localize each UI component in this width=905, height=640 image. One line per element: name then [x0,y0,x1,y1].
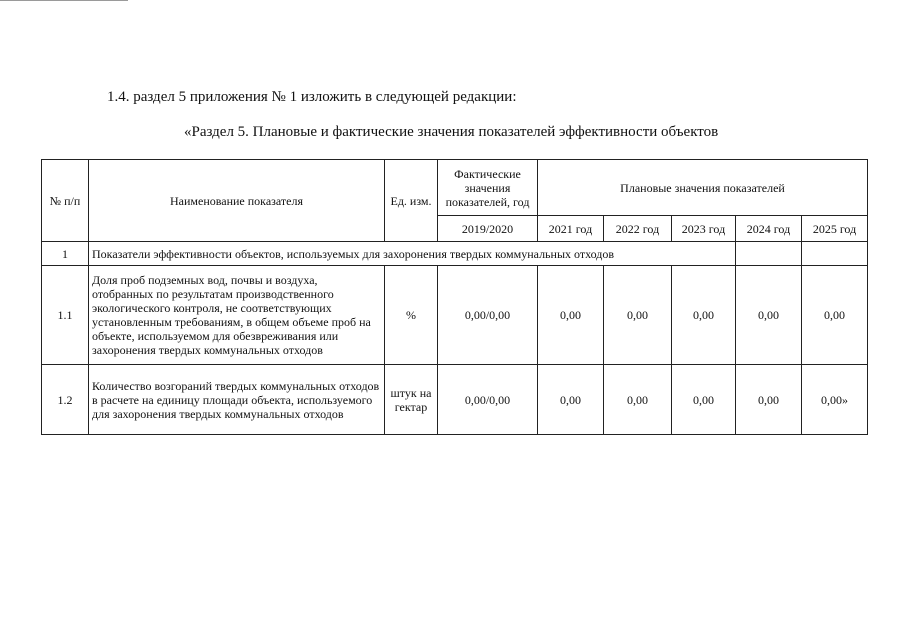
section-title-cell: Показатели эффективности объектов, используемых для захоронения твердых коммунальных отходов [89,242,736,266]
row-value: 0,00 [604,266,672,365]
amendment-paragraph: 1.4. раздел 5 приложения № 1 изложить в следующей редакции: [107,89,517,105]
row-value: 0,00 [538,266,604,365]
row-value: 0,00 [672,365,736,435]
row-num: 1.2 [42,365,89,435]
header-year: 2023 год [672,216,736,242]
section-row [42,242,868,266]
header-planned: Плановые значения показателей [538,160,868,216]
row-value: 0,00 [672,266,736,365]
row-num: 1.1 [42,266,89,365]
row-name: Доля проб подземных вод, почвы и воздуха, отобранных по результатам производственного экологического контроля, не соответствующих установленным требованиям, в общем объеме проб на объекте, используемом для обезвреживания или захоронения твердых коммунальных отходов [89,266,385,365]
row-unit: штук на гектар [385,365,438,435]
header-year: 2024 год [736,216,802,242]
section-num: 1 [42,242,89,266]
row-value: 0,00 [604,365,672,435]
header-name: Наименование показателя [89,160,385,242]
row-actual: 0,00/0,00 [438,365,538,435]
row-value: 0,00 [802,266,868,365]
header-actual: Фактические значения показателей, год [438,160,538,216]
section-title: «Раздел 5. Плановые и фактические значения показателей эффективности объектов [184,124,719,140]
header-num: № п/п [42,160,89,242]
empty-cell [736,242,802,266]
header-row-1 [42,160,868,216]
scan-edge-line [0,0,128,1]
row-actual: 0,00/0,00 [438,266,538,365]
row-value: 0,00 [538,365,604,435]
header-year: 2021 год [538,216,604,242]
row-value: 0,00 [736,266,802,365]
indicators-table [41,159,868,435]
header-year: 2022 год [604,216,672,242]
row-value: 0,00» [802,365,868,435]
header-unit: Ед. изм. [385,160,438,242]
table-row [42,365,868,435]
header-actual-year: 2019/2020 [438,216,538,242]
row-name: Количество возгораний твердых коммунальных отходов в расчете на единицу площади объекта, используемого для захоронения твердых коммунальных отходов [89,365,385,435]
row-unit: % [385,266,438,365]
row-value: 0,00 [736,365,802,435]
header-year: 2025 год [802,216,868,242]
empty-cell [802,242,868,266]
table-row [42,266,868,365]
